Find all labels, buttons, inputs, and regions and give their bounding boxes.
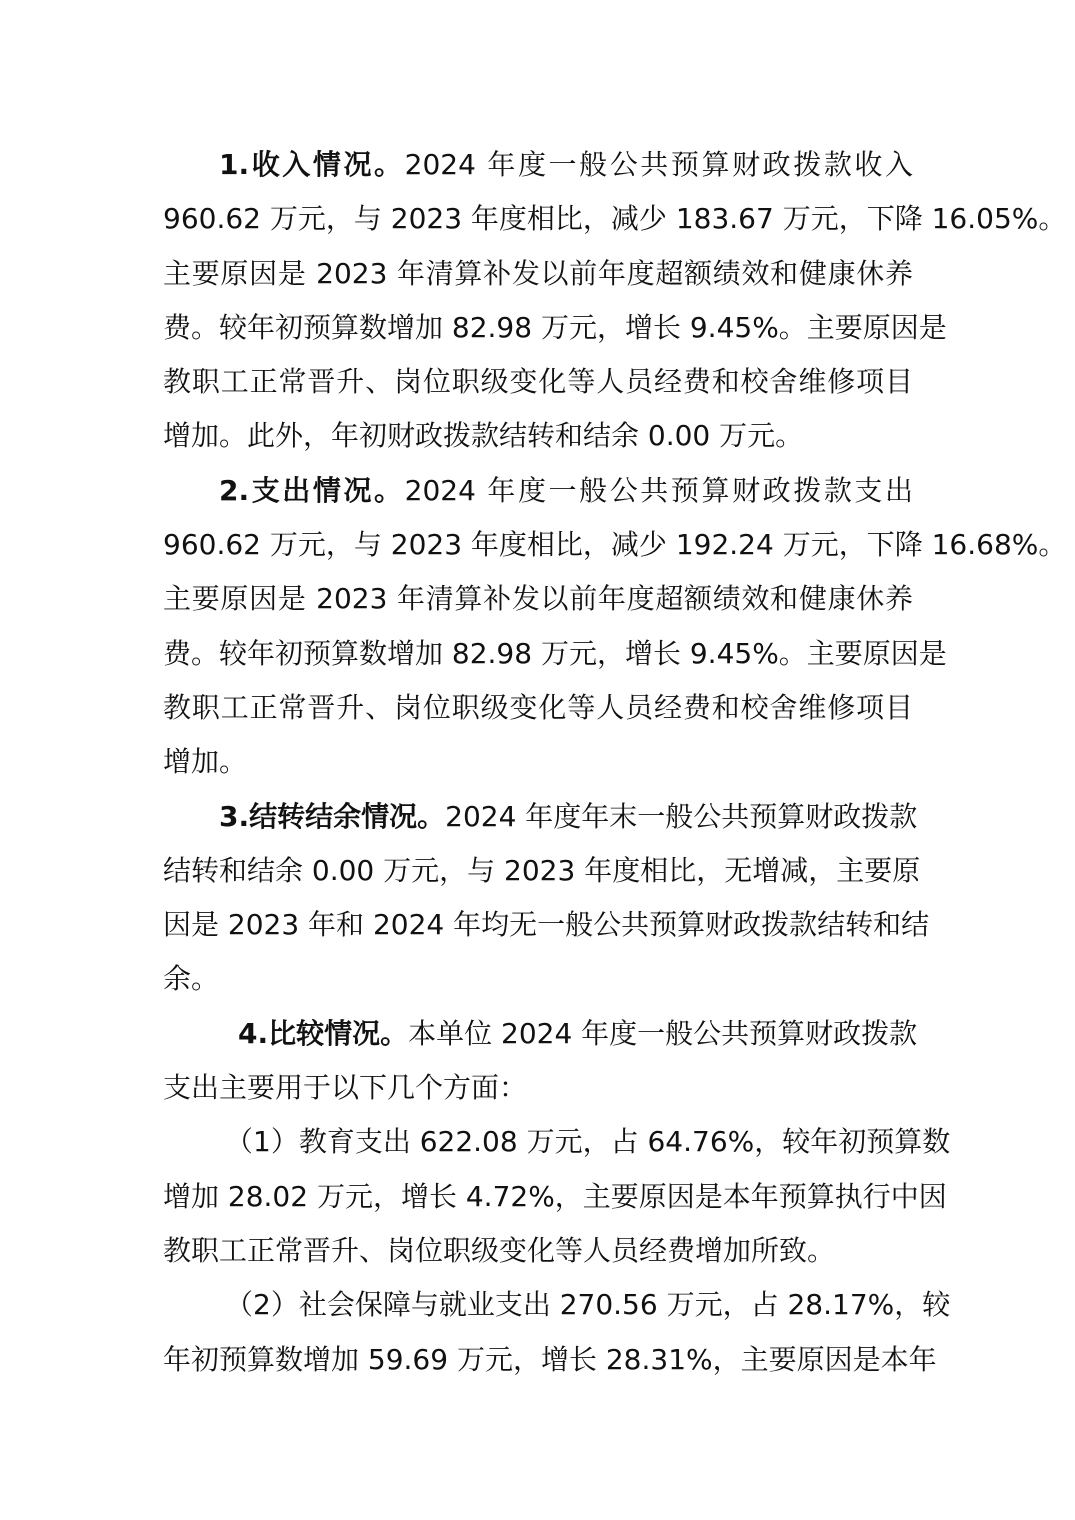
text-line: 年初预算数增加 59.69 万元，增长 28.31%，主要原因是本年 (163, 1342, 937, 1376)
paragraph-expenditure (163, 464, 1067, 790)
text-line: 增加。 (163, 745, 248, 779)
text-line: （1）教育支出 622.08 万元，占 64.76%，较年初预算数 (225, 1125, 951, 1159)
text-line: 960.62 万元，与 2023 年度相比，减少 183.67 万元，下降 16.05%。 (163, 202, 1067, 236)
text-line: 主要原因是 2023 年清算补发以前年度超额绩效和健康休养 (163, 582, 913, 616)
paragraph-carryover (163, 790, 930, 1007)
document-body (163, 138, 1067, 1387)
paragraph-education (163, 1115, 951, 1278)
text-line: 增加 28.02 万元，增长 4.72%，主要原因是本年预算执行中因 (163, 1179, 947, 1213)
text-line: 费。较年初预算数增加 82.98 万元，增长 9.45%。主要原因是 (163, 310, 947, 344)
section-heading: 1.收入情况。 (219, 148, 405, 181)
text-line: 1.收入情况。2024 年度一般公共预算财政拨款收入 (219, 148, 913, 181)
text-line: （2）社会保障与就业支出 270.56 万元，占 28.17%，较 (225, 1288, 951, 1322)
text-line: 支出主要用于以下几个方面： (163, 1071, 528, 1105)
paragraph-income (163, 138, 1067, 464)
paragraph-social-security (163, 1278, 951, 1387)
text-line: 费。较年初预算数增加 82.98 万元，增长 9.45%。主要原因是 (163, 636, 947, 670)
section-heading: 3.结转结余情况。 (219, 799, 446, 833)
text-line: 因是 2023 年和 2024 年均无一般公共预算财政拨款结转和结 (163, 908, 930, 942)
text-line: 增加。此外，年初财政拨款结转和结余 0.00 万元。 (163, 419, 804, 453)
text-line: 教职工正常晋升、岗位职级变化等人员经费和校舍维修项目 (163, 365, 913, 399)
text-line: 教职工正常晋升、岗位职级变化等人员经费增加所致。 (163, 1233, 836, 1267)
text-line: 960.62 万元，与 2023 年度相比，减少 192.24 万元，下降 16.68%。 (163, 528, 1067, 562)
paragraph-comparison (163, 1007, 918, 1116)
text-line: 3.结转结余情况。2024 年度年末一般公共预算财政拨款 (219, 799, 918, 833)
text-line: 余。 (163, 962, 220, 996)
text-line: 主要原因是 2023 年清算补发以前年度超额绩效和健康休养 (163, 256, 913, 290)
text-line: 教职工正常晋升、岗位职级变化等人员经费和校舍维修项目 (163, 690, 913, 724)
section-heading: 2.支出情况。 (219, 473, 405, 507)
text-line: 2.支出情况。2024 年度一般公共预算财政拨款支出 (219, 473, 913, 507)
text-line: 结转和结余 0.00 万元，与 2023 年度相比，无增减，主要原 (163, 853, 921, 887)
section-heading: 4.比较情况。 (238, 1016, 409, 1050)
text-line: 4.比较情况。本单位 2024 年度一般公共预算财政拨款 (238, 1016, 918, 1050)
